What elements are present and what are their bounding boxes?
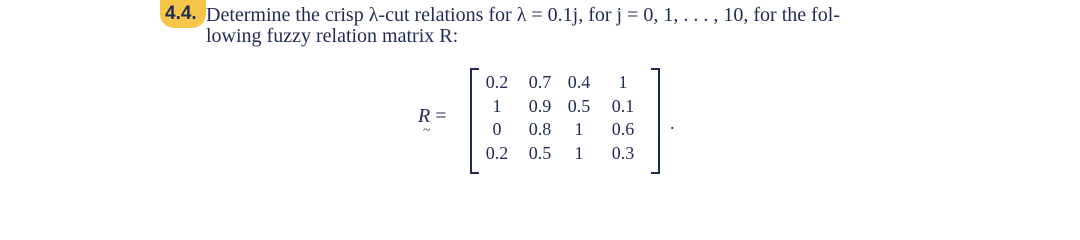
matrix-cell-r4-c2: 0.5 [528, 143, 552, 163]
matrix-cell-r2-c4: 0.1 [611, 96, 635, 116]
matrix-cell-r4-c4: 0.3 [611, 143, 635, 163]
matrix-cell-r4-c1: 0.2 [485, 143, 509, 163]
matrix-cell-r2-c3: 0.5 [567, 96, 591, 116]
matrix-cell-r2-c2: 0.9 [528, 96, 552, 116]
matrix-period: . [670, 113, 675, 133]
matrix-cell-r3-c3: 1 [574, 119, 584, 139]
matrix-cell-r1-c1: 0.2 [485, 72, 509, 92]
matrix-cell-r2-c1: 1 [492, 96, 502, 116]
problem-number: 4.4. [165, 3, 197, 24]
equals-sign: = [435, 105, 447, 127]
problem-text-line-1: Determine the crisp λ-cut relations for λ = 0.1j, for j = 0, 1, . . . , 10, for the fol- [206, 4, 841, 26]
matrix-symbol: R [418, 105, 431, 127]
matrix-cell-r1-c4: 1 [618, 72, 628, 92]
matrix-cell-r1-c3: 0.4 [567, 72, 591, 92]
problem-text-line-2: lowing fuzzy relation matrix R: [206, 25, 459, 47]
matrix-cell-r3-c4: 0.6 [611, 119, 635, 139]
matrix-cell-r1-c2: 0.7 [528, 72, 552, 92]
matrix-right-bracket [651, 68, 660, 174]
fuzzy-tilde: ~ [423, 123, 431, 138]
matrix-cell-r4-c3: 1 [574, 143, 584, 163]
matrix-cell-r3-c2: 0.8 [528, 119, 552, 139]
matrix-cell-r3-c1: 0 [492, 119, 502, 139]
